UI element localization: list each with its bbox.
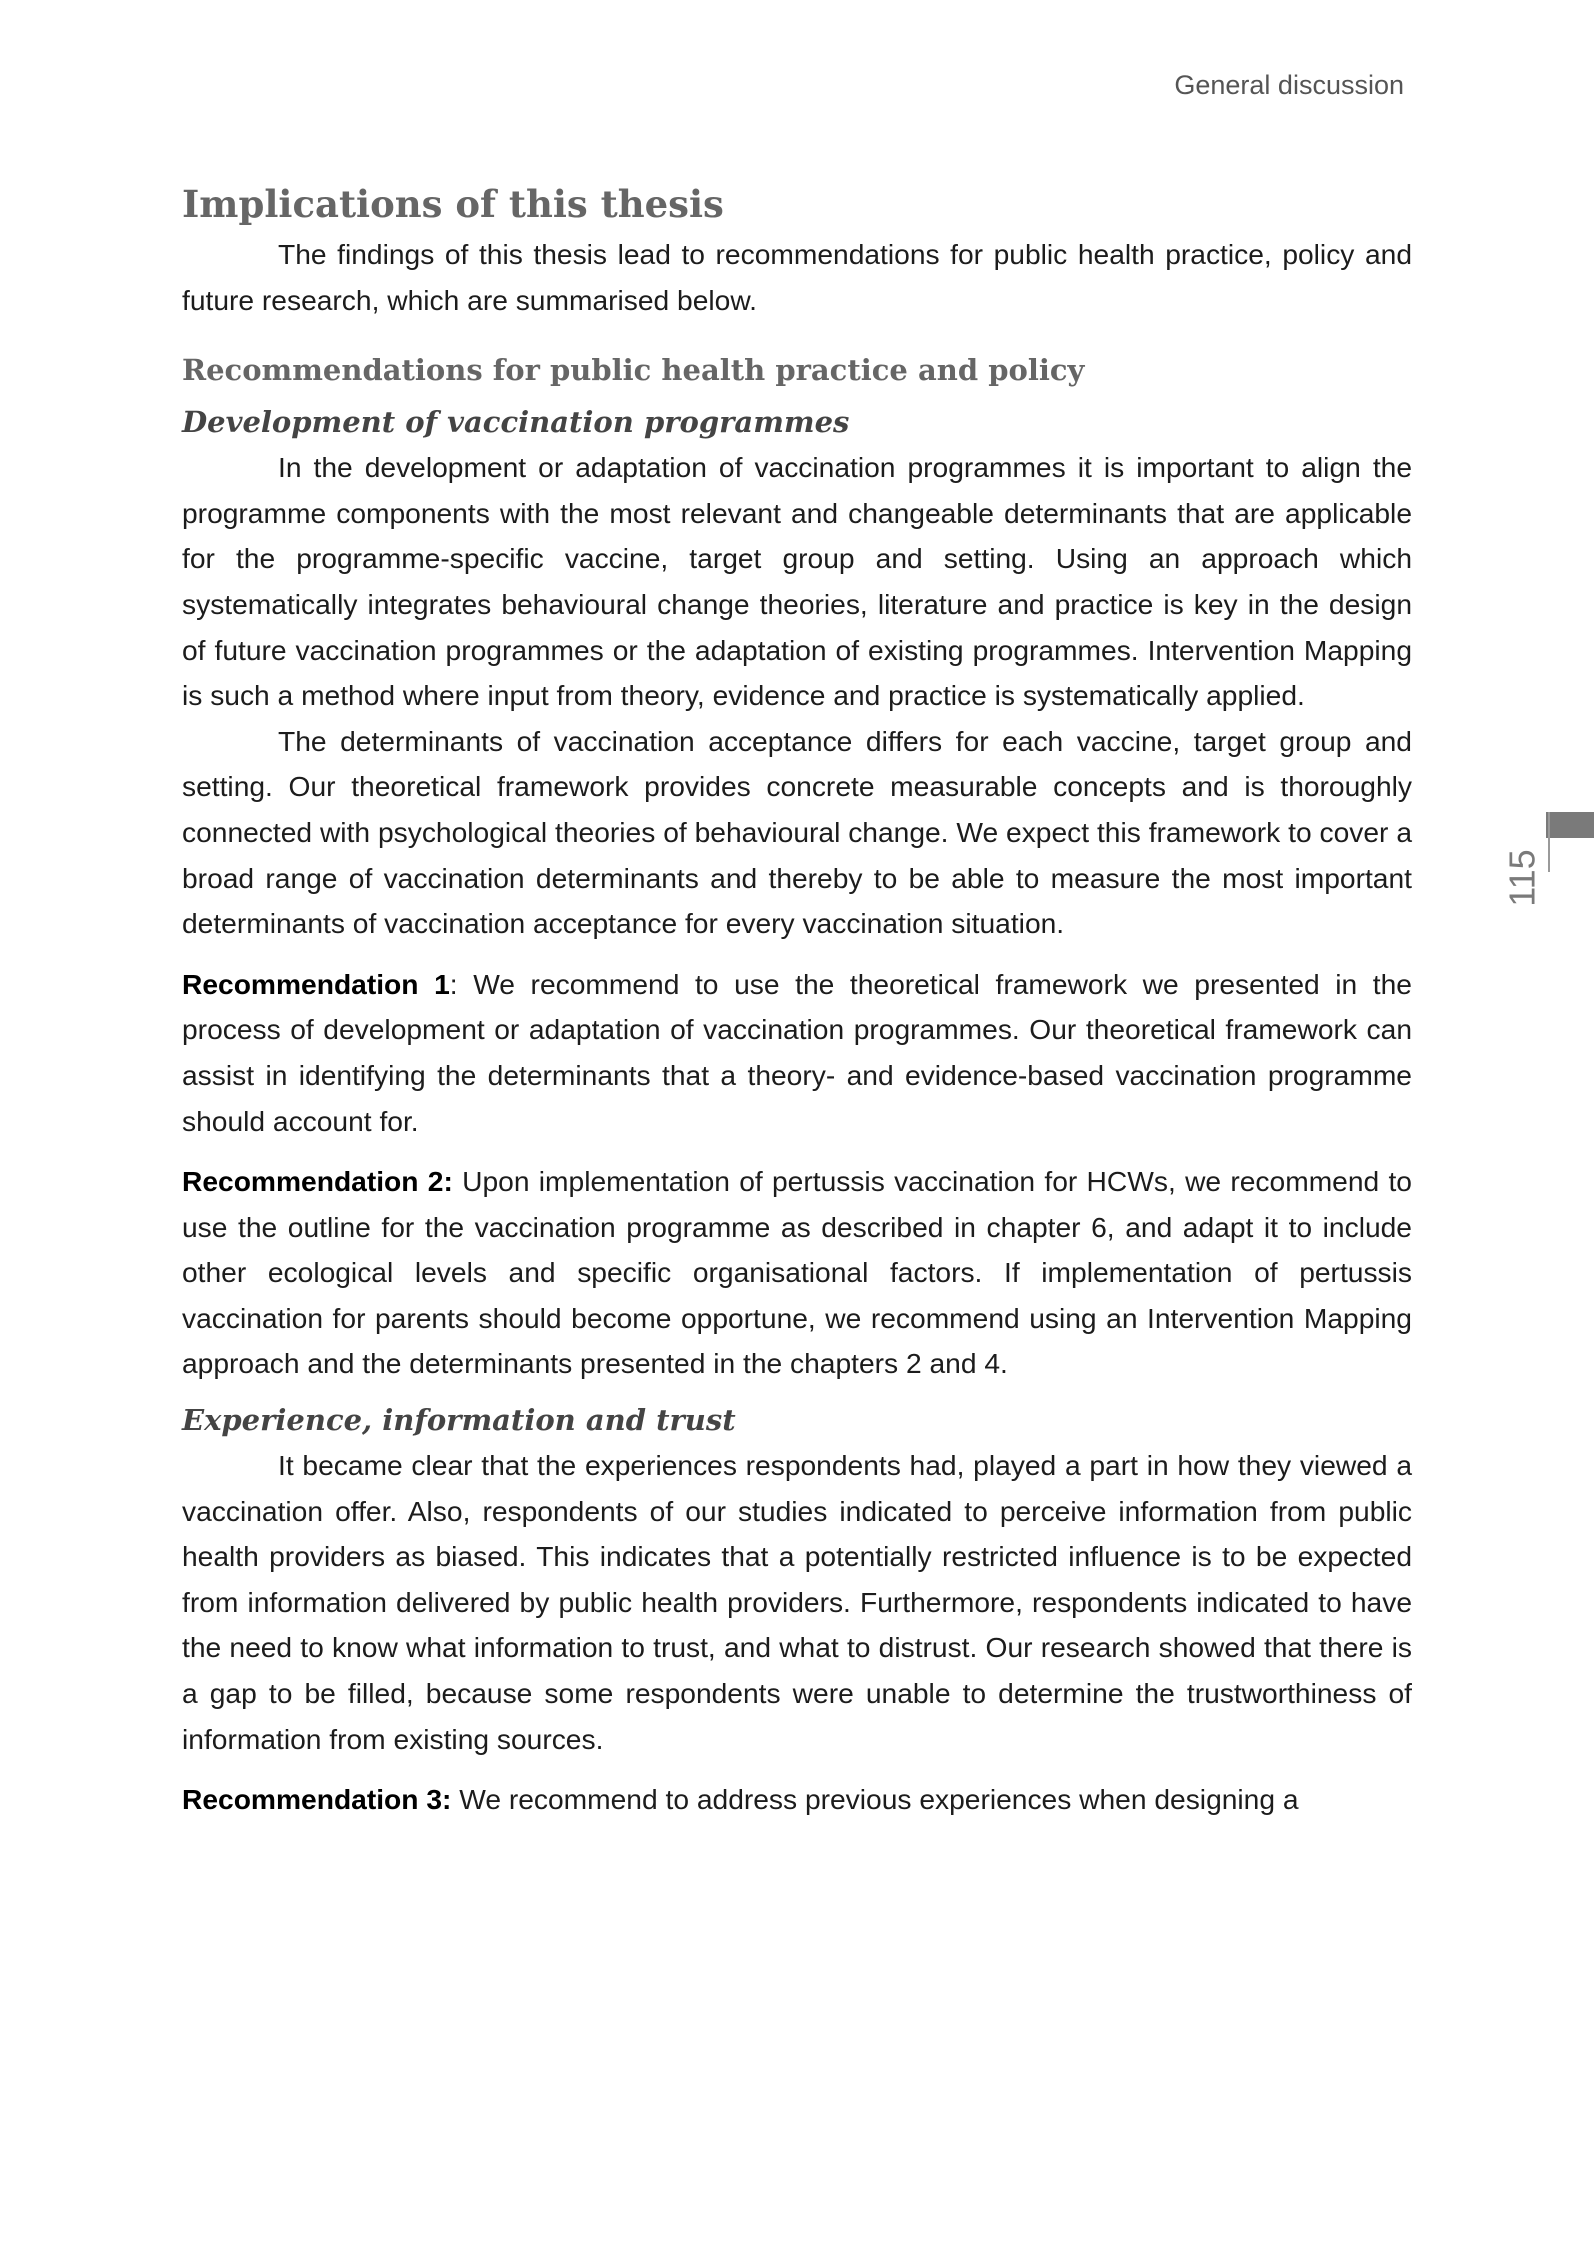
recommendation-2-label: Recommendation 2: <box>182 1165 453 1198</box>
thumb-tab-rule <box>1548 812 1550 872</box>
thumb-tab-marker <box>1546 812 1594 838</box>
running-header: General discussion <box>1174 70 1404 100</box>
recommendation-1-label: Recommendation 1 <box>182 967 450 1000</box>
recommendation-2 <box>182 1159 1412 1387</box>
recommendation-3 <box>182 1777 1412 1823</box>
recommendation-1 <box>182 962 1412 1144</box>
intro-paragraph: The findings of this thesis lead to recommendations for public health practice, policy and future research, which are summarised below. <box>182 238 1412 316</box>
experience-paragraph: It became clear that the experiences respondents had, played a part in how they viewed a vaccination offer. Also, respondents of our studies indicated to perceive information from public health providers as biased. This indicates that a potentially restricted influence is to be expected from information delivered by public health providers. Furthermore, respondents indicated to have the need to know what information to trust, and what to distrust. Our research showed that there is a gap to be filled, because some respondents were unable to determine the trustworthiness of information from existing sources. <box>182 1449 1412 1755</box>
page-number-container <box>1498 848 1548 908</box>
development-paragraph-1: In the development or adaptation of vaccination programmes it is important to align the programme components with the most relevant and changeable determinants that are applicable for the programme-specific vaccine, target group and setting. Using an approach which systematically integrates behavioural change theories, literature and practice is key in the design of future vaccination programmes or the adaptation of existing programmes. Intervention Mapping is such a method where input from theory, evidence and practice is systematically applied. <box>182 451 1412 712</box>
page-content <box>182 172 1412 1823</box>
page-number: 115 <box>1502 849 1543 907</box>
development-paragraph-2: The determinants of vaccination acceptance differs for each vaccine, target group and setting. Our theoretical framework provides concrete measurable concepts and is thoroughly connected with psychological theories of behavioural change. We expect this framework to cover a broad range of vaccination determinants and thereby to be able to measure the most important determinants of vaccination acceptance for every vaccination situation. <box>182 724 1412 940</box>
experience-heading: Experience, information and trust <box>182 1403 736 1438</box>
section-title: Implications of this thesis <box>182 182 724 226</box>
recommendation-3-label: Recommendation 3: <box>182 1783 452 1816</box>
recommendation-1-text: : We recommend to use the theoretical framework we presented in the process of development or adaptation of vaccination programmes. Our theoretical framework can assist in identifying the determinants that a theory- and evidence-based vaccination programme should account for. <box>182 967 1412 1137</box>
development-heading: Development of vaccination programmes <box>182 405 850 440</box>
subsection-title: Recommendations for public health practice and policy <box>182 353 1085 388</box>
recommendation-2-text: Upon implementation of pertussis vaccination for HCWs, we recommend to use the outline for the vaccination programme as described in chapter 6, and adapt it to include other ecological levels and specific organisational factors. If implementation of pertussis vaccination for parents should become opportune, we recommend using an Intervention Mapping approach and the determinants presented in the chapters 2 and 4. <box>182 1165 1412 1380</box>
recommendation-3-text: We recommend to address previous experiences when designing a <box>451 1783 1299 1816</box>
